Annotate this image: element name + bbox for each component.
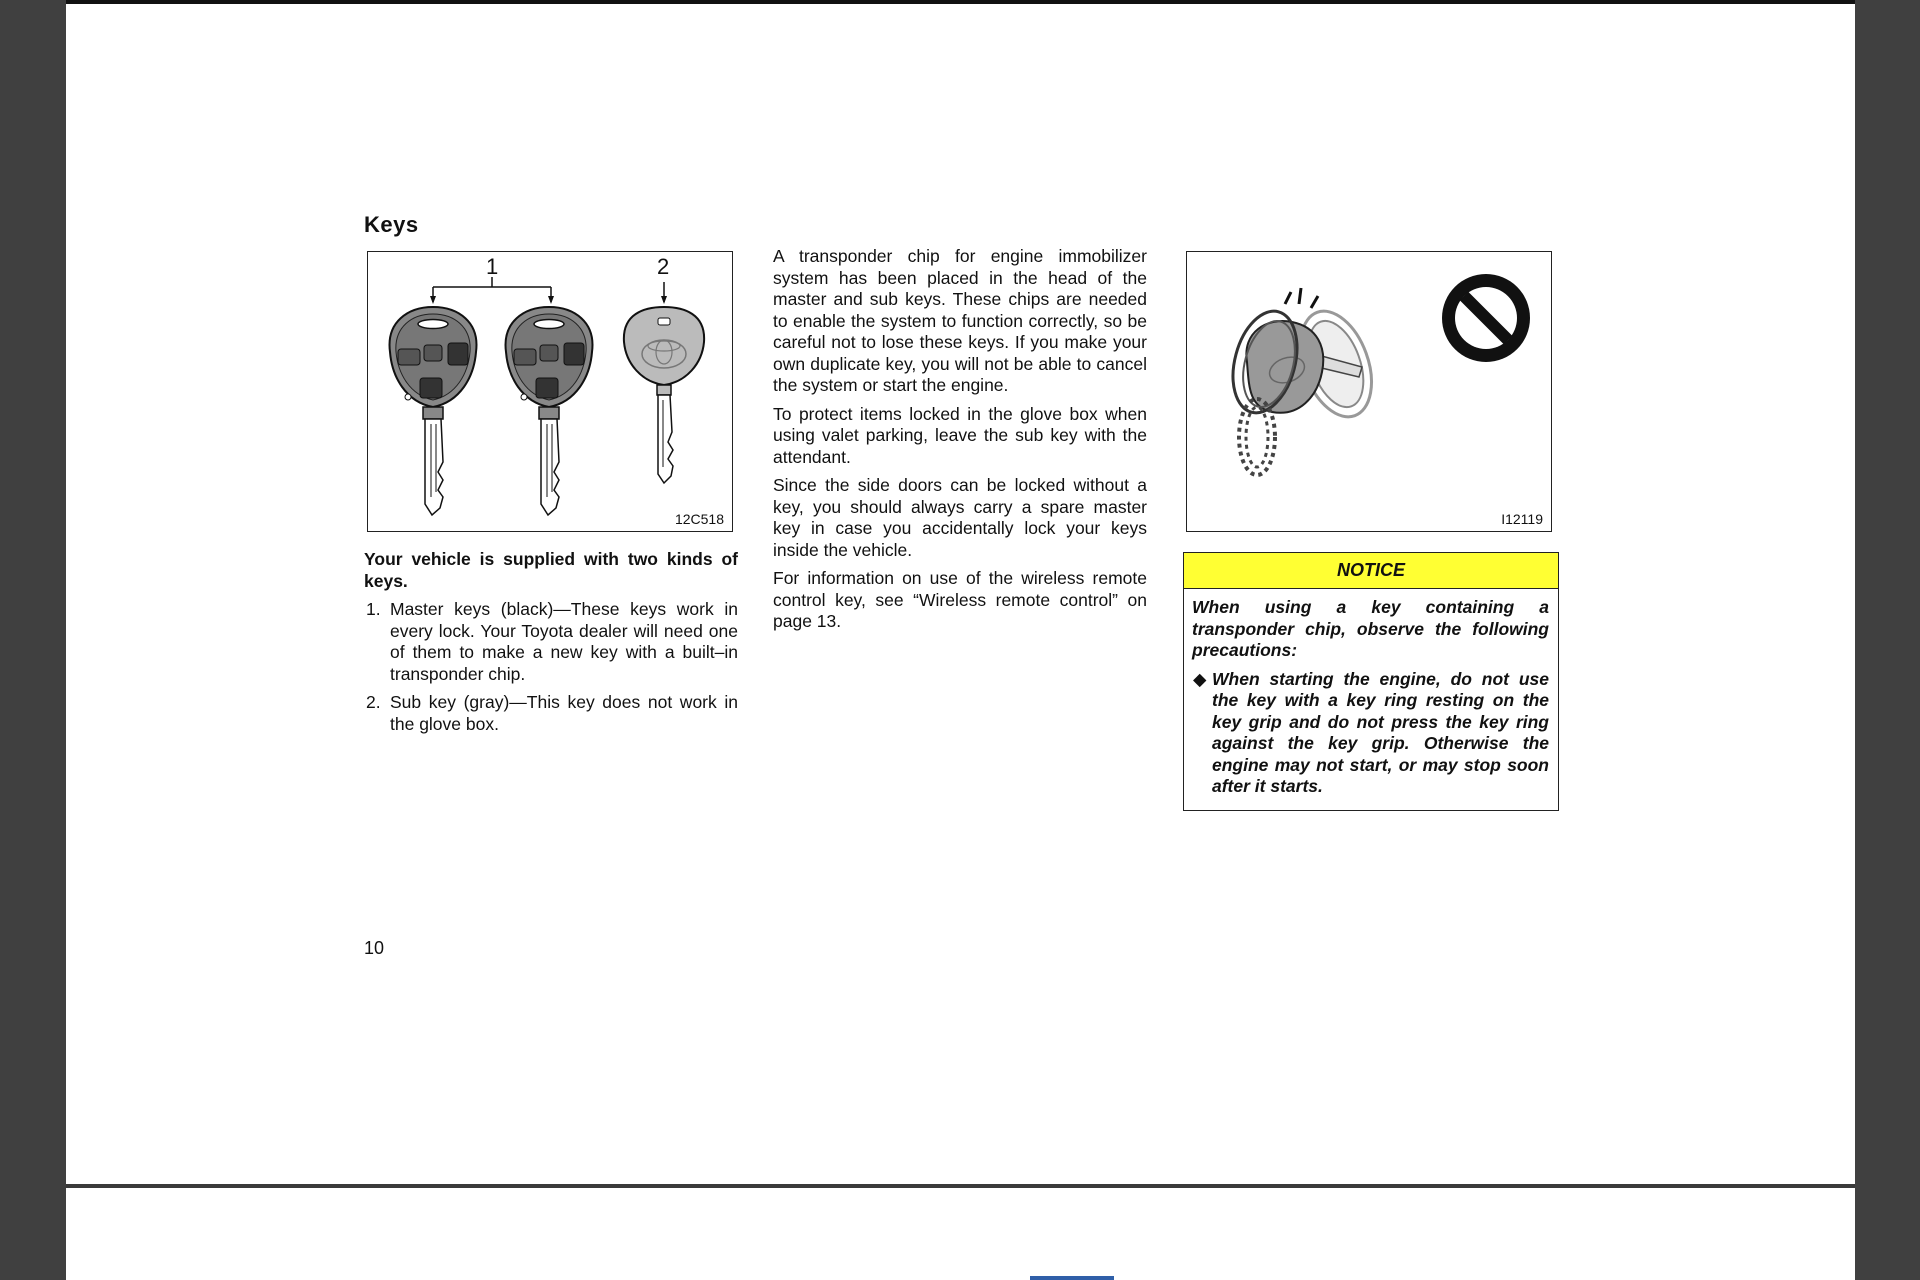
notice-title: NOTICE (1184, 553, 1558, 589)
prohibition-icon (1442, 274, 1530, 362)
list-item-number: 2. (366, 692, 381, 712)
master-key-2 (506, 307, 593, 515)
key-ring-illustration (1187, 252, 1553, 533)
sub-key (624, 307, 704, 483)
paragraph-wireless: For information on use of the wireless remote control key, see “Wireless remote control” on page 13. (773, 568, 1147, 631)
notice-box (1183, 552, 1559, 811)
list-item-text: Sub key (gray)—This key does not work in the glove box. (390, 692, 738, 734)
list-item (364, 599, 738, 685)
paragraph-valet: To protect items locked in the glove box when using valet parking, leave the sub key with the attendant. (773, 403, 1147, 467)
list-item-text: Master keys (black)—These keys work in every lock. Your Toyota dealer will need one of them to make a new key with a built–in transponder chip. (390, 599, 738, 684)
keys-intro: Your vehicle is supplied with two kinds of keys. (364, 549, 738, 591)
callout-1: 1 (486, 254, 499, 279)
diamond-bullet-icon: ◆ (1193, 668, 1207, 689)
figure-code-left: 12C518 (674, 511, 724, 527)
notice-intro: When using a key containing a transponder chip, observe the following precautions: (1192, 597, 1549, 660)
notice-bullet-text: When starting the engine, do not use the key with a key ring resting on the key grip and do not press the key ring against the key grip. Otherwise the engine may not start, or may stop soon after it starts. (1212, 668, 1549, 796)
master-key-1 (390, 307, 477, 515)
viewer-left-margin (0, 0, 66, 1280)
paragraph-spare-key: Since the side doors can be locked without a key, you should always carry a spare master key in case you accidentally lock your keys inside the vehicle. (773, 475, 1147, 560)
keys-list (364, 599, 738, 735)
next-page-top (66, 1188, 1855, 1280)
keys-figure (367, 251, 733, 532)
page-number: 10 (364, 938, 385, 958)
scroll-indicator (1030, 1276, 1114, 1280)
notice-body (1184, 589, 1558, 798)
paragraph-transponder: A transponder chip for engine immobilizer system has been placed in the head of the master and sub keys. These chips are needed to enable the system to function correctly, so be careful not to lose these keys. If you make your own duplicate key, you will not be able to cancel the system or start the engine. (773, 246, 1147, 395)
list-item (364, 692, 738, 735)
figure-code-right: I12119 (1501, 511, 1543, 527)
section-title: Keys (364, 212, 419, 237)
list-item-number: 1. (366, 599, 381, 619)
notice-bullet (1192, 669, 1549, 798)
column-transponder-info (773, 246, 1147, 640)
column-keys-description (364, 549, 738, 742)
keys-illustration (368, 252, 734, 533)
key-ring-figure (1186, 251, 1552, 532)
callout-2: 2 (657, 254, 670, 279)
viewer-right-margin (1855, 0, 1920, 1280)
